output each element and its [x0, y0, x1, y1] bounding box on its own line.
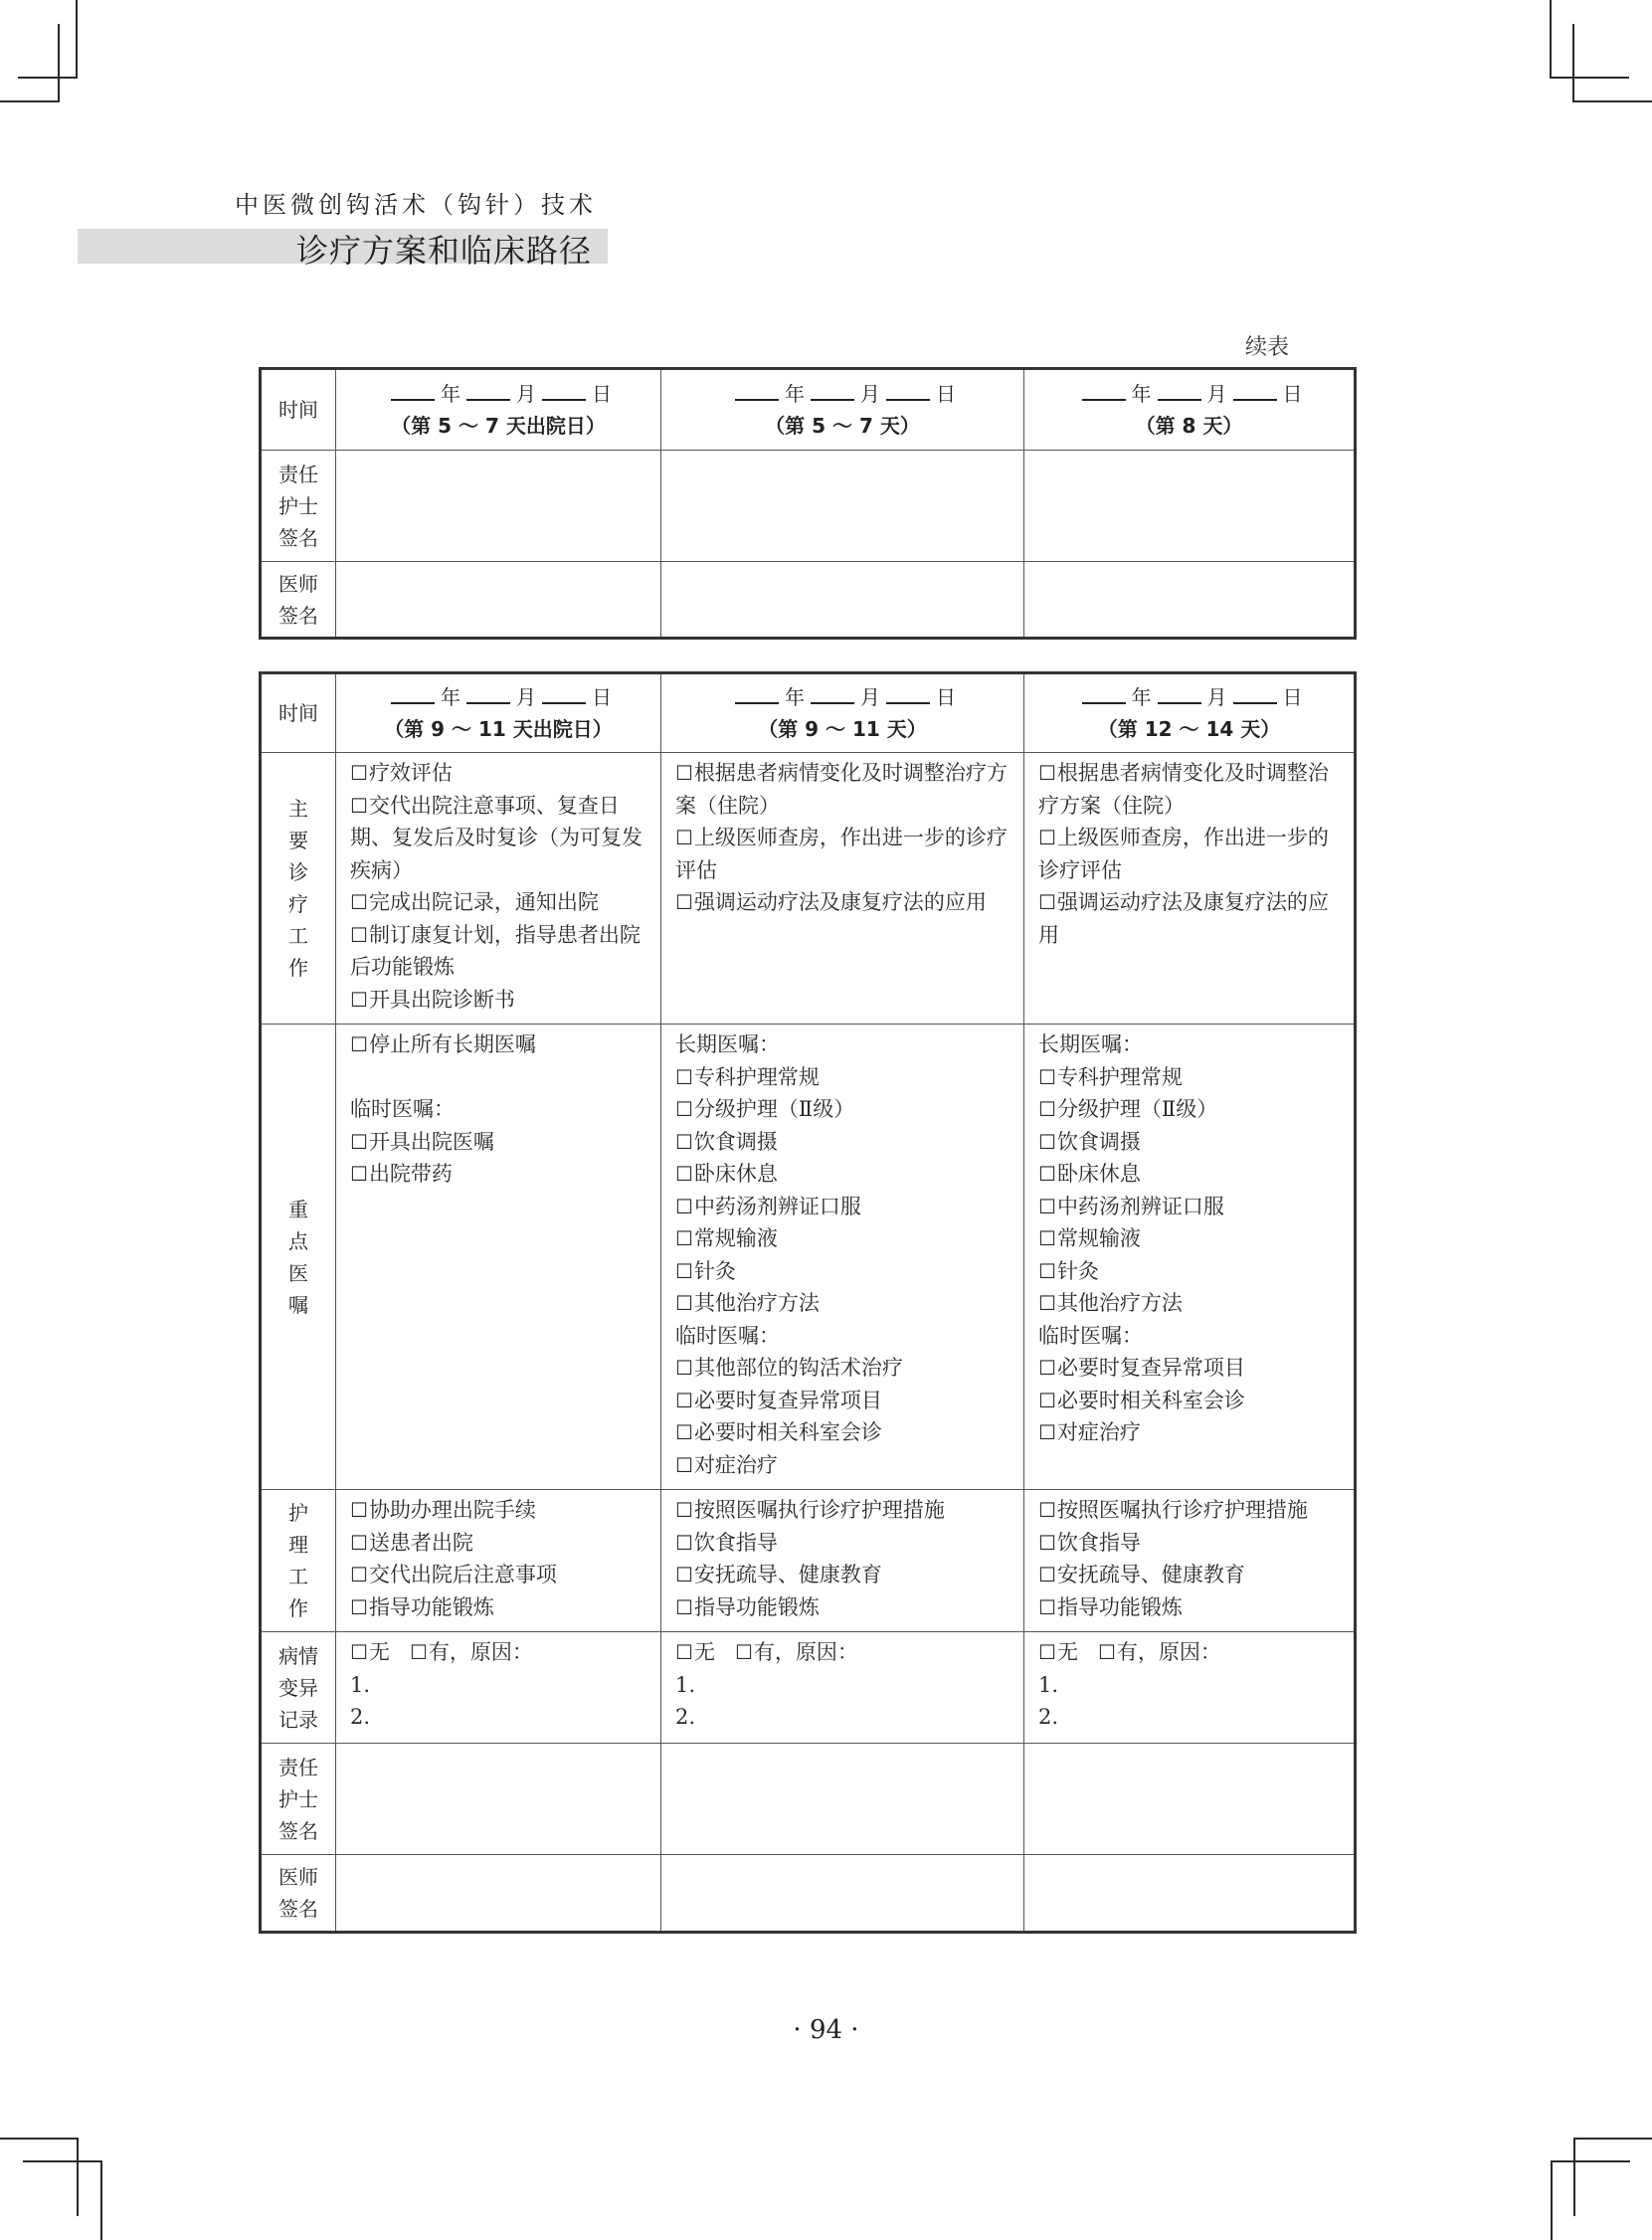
- checkbox-icon[interactable]: [675, 1498, 694, 1522]
- checklist-item[interactable]: ☐ 根据患者病情变化及时调整治疗方案（住院）: [1038, 757, 1342, 822]
- checklist-item[interactable]: ☐ 指导功能锻炼: [1038, 1591, 1342, 1624]
- checklist-item[interactable]: ☐ 指导功能锻炼: [350, 1591, 648, 1624]
- row-label-key-orders: 重 点 医 嘱: [261, 1025, 336, 1490]
- checkbox-none[interactable]: [1038, 1640, 1057, 1664]
- checkbox-none[interactable]: [675, 1640, 694, 1664]
- day-range-label: （第 12 ～ 14 天）: [1097, 717, 1281, 741]
- variation-line[interactable]: 2.: [1038, 1705, 1059, 1729]
- checkbox-has[interactable]: [735, 1640, 754, 1664]
- checklist-item[interactable]: ☐ 针灸: [675, 1255, 1011, 1288]
- doctor-sign-row: [261, 562, 1356, 639]
- checklist-item[interactable]: ☐ 强调运动疗法及康复疗法的应用: [675, 886, 1011, 919]
- checkbox-icon[interactable]: [675, 761, 694, 785]
- checklist-item[interactable]: ☐ 中药汤剂辨证口服: [1038, 1191, 1342, 1223]
- checkbox-icon[interactable]: [1038, 1162, 1057, 1186]
- checklist-item[interactable]: ☐ 必要时相关科室会诊: [675, 1416, 1011, 1449]
- nurse-sign-row: [261, 451, 1356, 562]
- checklist-item[interactable]: ☐ 卧床休息: [1038, 1158, 1342, 1191]
- checkbox-icon[interactable]: [675, 1226, 694, 1250]
- section-label: 长期医嘱：: [1038, 1032, 1143, 1056]
- date-header: [1024, 673, 1356, 753]
- key-orders-row: [261, 1025, 1356, 1490]
- checkbox-icon[interactable]: [675, 1389, 694, 1412]
- checklist-item[interactable]: ☐ 上级医师查房，作出进一步的诊疗评估: [675, 822, 1011, 886]
- checklist-item[interactable]: ☐ 送患者出院: [350, 1527, 648, 1560]
- checkbox-icon[interactable]: [675, 1356, 694, 1380]
- variation-cell: ☐ 无 ☐ 有，原因： 1. 2.: [661, 1632, 1024, 1744]
- checklist-item[interactable]: ☐ 疗效评估: [350, 757, 648, 790]
- checklist-item[interactable]: ☐ 开具出院医嘱: [350, 1126, 648, 1159]
- checkbox-icon[interactable]: [350, 988, 369, 1012]
- date-fill-line[interactable]: 年 月 日: [336, 378, 660, 410]
- checklist-item[interactable]: ☐ 其他治疗方法: [1038, 1287, 1342, 1320]
- checklist-item[interactable]: ☐ 必要时相关科室会诊: [1038, 1385, 1342, 1417]
- row-label-doctor-sign: 医师 签名: [261, 562, 336, 639]
- checklist-item[interactable]: ☐ 饮食调摄: [675, 1126, 1011, 1159]
- nurse-signature-cell[interactable]: [1024, 1744, 1356, 1855]
- checkbox-icon[interactable]: [1038, 1291, 1057, 1315]
- checkbox-icon[interactable]: [1038, 1420, 1057, 1444]
- checkbox-icon[interactable]: [1038, 1130, 1057, 1154]
- doctor-signature-cell[interactable]: [1024, 1855, 1356, 1933]
- day-range-label: （第 8 天）: [1135, 414, 1243, 438]
- checkbox-icon[interactable]: [350, 1162, 369, 1186]
- orders-cell: [336, 1025, 661, 1490]
- doctor-signature-cell[interactable]: [1024, 562, 1356, 639]
- date-header: [336, 673, 661, 753]
- variation-cell: ☐ 无 ☐ 有，原因： 1. 2.: [1024, 1632, 1356, 1744]
- pathway-table-days-5-8: [259, 367, 1357, 640]
- checklist-item[interactable]: ☐ 协助办理出院手续: [350, 1494, 648, 1527]
- date-fill-line[interactable]: 年 月 日: [336, 681, 660, 713]
- date-header: [661, 369, 1024, 451]
- checklist-item[interactable]: ☐ 上级医师查房，作出进一步的诊疗评估: [1038, 822, 1342, 886]
- checkbox-icon[interactable]: [675, 1097, 694, 1121]
- checkbox-icon[interactable]: [350, 1531, 369, 1555]
- row-label-nurse-sign: 责任 护士 签名: [261, 451, 336, 562]
- checkbox-icon[interactable]: [675, 1531, 694, 1555]
- checkbox-none[interactable]: [350, 1640, 369, 1664]
- checkbox-icon[interactable]: [350, 794, 369, 818]
- checklist-item[interactable]: ☐ 专科护理常规: [1038, 1061, 1342, 1094]
- section-label: 临时医嘱：: [1038, 1323, 1143, 1348]
- continued-label: 续表: [1245, 335, 1290, 360]
- checkbox-icon[interactable]: [675, 1563, 694, 1587]
- checkbox-icon[interactable]: [350, 890, 369, 914]
- checklist-item[interactable]: ☐ 卧床休息: [675, 1158, 1011, 1191]
- checkbox-has[interactable]: [1098, 1640, 1117, 1664]
- checkbox-icon[interactable]: [350, 1130, 369, 1154]
- checkbox-icon[interactable]: [675, 1595, 694, 1619]
- checkbox-icon[interactable]: [675, 890, 694, 914]
- checkbox-icon[interactable]: [350, 923, 369, 947]
- nurse-signature-cell[interactable]: [336, 1744, 661, 1855]
- checkbox-icon[interactable]: [1038, 1389, 1057, 1412]
- variation-line[interactable]: 1.: [1038, 1672, 1059, 1697]
- checklist-item[interactable]: ☐ 按照医嘱执行诊疗护理措施: [1038, 1494, 1342, 1527]
- main-work-cell: [1024, 753, 1356, 1025]
- checklist-item[interactable]: ☐ 分级护理（Ⅱ级）: [1038, 1093, 1342, 1126]
- checklist-item[interactable]: ☐ 针灸: [1038, 1255, 1342, 1288]
- day-range-label: （第 9 ～ 11 天）: [758, 717, 927, 741]
- doctor-sign-row: [261, 1855, 1356, 1933]
- checkbox-icon[interactable]: [1038, 761, 1057, 785]
- main-work-cell: [336, 753, 661, 1025]
- checkbox-icon[interactable]: [675, 1291, 694, 1315]
- nurse-signature-cell[interactable]: [661, 1744, 1024, 1855]
- checkbox-has[interactable]: [410, 1640, 429, 1664]
- checklist-item[interactable]: ☐ 停止所有长期医嘱: [350, 1028, 648, 1061]
- variation-line[interactable]: 2.: [350, 1705, 371, 1729]
- checkbox-icon[interactable]: [1038, 1531, 1057, 1555]
- doctor-signature-cell[interactable]: [336, 562, 661, 639]
- nurse-signature-cell[interactable]: [336, 451, 661, 562]
- checklist-item[interactable]: ☐ 中药汤剂辨证口服: [675, 1191, 1011, 1223]
- date-fill-line[interactable]: 年 月 日: [1024, 378, 1354, 410]
- checklist-item[interactable]: ☐ 强调运动疗法及康复疗法的应用: [1038, 886, 1342, 951]
- date-header: [336, 369, 661, 451]
- checklist-item[interactable]: ☐ 对症治疗: [675, 1449, 1011, 1482]
- row-label-main-work: 主 要 诊 疗 工 作: [261, 753, 336, 1025]
- checkbox-icon[interactable]: [1038, 890, 1057, 914]
- date-fill-line[interactable]: 年 月 日: [661, 681, 1023, 713]
- checklist-item[interactable]: ☐ 开具出院诊断书: [350, 984, 648, 1017]
- variation-line[interactable]: 1.: [675, 1672, 696, 1697]
- row-label-nursing-work: 护 理 工 作: [261, 1490, 336, 1632]
- checklist-item[interactable]: ☐ 饮食指导: [675, 1527, 1011, 1560]
- checklist-item[interactable]: ☐ 专科护理常规: [675, 1061, 1011, 1094]
- day-range-label: （第 9 ～ 11 天出院日）: [384, 717, 613, 741]
- checkbox-icon[interactable]: [675, 826, 694, 849]
- checkbox-icon[interactable]: [350, 1563, 369, 1587]
- checklist-item[interactable]: ☐ 指导功能锻炼: [675, 1591, 1011, 1624]
- date-fill-line[interactable]: 年 月 日: [1024, 681, 1354, 713]
- time-row: [261, 673, 1356, 753]
- checkbox-icon[interactable]: [1038, 1563, 1057, 1587]
- checklist-item[interactable]: ☐ 安抚疏导、健康教育: [675, 1559, 1011, 1591]
- nurse-signature-cell[interactable]: [1024, 451, 1356, 562]
- section-label: 长期医嘱：: [675, 1032, 780, 1056]
- checklist-item[interactable]: ☐ 分级护理（Ⅱ级）: [675, 1093, 1011, 1126]
- checklist-item[interactable]: ☐ 饮食调摄: [1038, 1126, 1342, 1159]
- checklist-item[interactable]: ☐ 必要时复查异常项目: [1038, 1352, 1342, 1385]
- checkbox-icon[interactable]: [675, 1420, 694, 1444]
- checkbox-icon[interactable]: [350, 761, 369, 785]
- pathway-table-days-9-14: [259, 671, 1357, 1934]
- nurse-sign-row: [261, 1744, 1356, 1855]
- variation-cell: ☐ 无 ☐ 有，原因： 1. 2.: [336, 1632, 661, 1744]
- spacer: [350, 1061, 648, 1094]
- checkbox-icon[interactable]: [1038, 826, 1057, 849]
- checklist-item[interactable]: ☐ 完成出院记录，通知出院: [350, 886, 648, 919]
- checklist-item[interactable]: ☐ 必要时复查异常项目: [675, 1385, 1011, 1417]
- checkbox-icon[interactable]: [1038, 1356, 1057, 1380]
- variation-line[interactable]: 2.: [675, 1705, 696, 1729]
- checkbox-icon[interactable]: [675, 1130, 694, 1154]
- row-label-time: 时间: [261, 369, 336, 451]
- doctor-signature-cell[interactable]: [661, 1855, 1024, 1933]
- checkbox-icon[interactable]: [1038, 1097, 1057, 1121]
- checklist-item[interactable]: ☐ 其他治疗方法: [675, 1287, 1011, 1320]
- checkbox-icon[interactable]: [675, 1065, 694, 1089]
- orders-cell: [661, 1025, 1024, 1490]
- row-label-time: 时间: [261, 673, 336, 753]
- checkbox-icon[interactable]: [1038, 1498, 1057, 1522]
- main-diagnosis-work-row: [261, 753, 1356, 1025]
- checkbox-icon[interactable]: [1038, 1195, 1057, 1218]
- checklist-item[interactable]: ☐ 常规输液: [675, 1222, 1011, 1255]
- row-label-variation: 病情 变异 记录: [261, 1632, 336, 1744]
- checklist-item[interactable]: ☐ 交代出院注意事项、复查日期、复发后及时复诊（为可复发疾病）: [350, 790, 648, 887]
- page-number: · 94 ·: [793, 2015, 859, 2045]
- checklist-item[interactable]: ☐ 交代出院后注意事项: [350, 1559, 648, 1591]
- checklist-item[interactable]: ☐ 常规输液: [1038, 1222, 1342, 1255]
- checkbox-icon[interactable]: [675, 1453, 694, 1477]
- checkbox-icon[interactable]: [1038, 1226, 1057, 1250]
- checklist-item[interactable]: ☐ 安抚疏导、健康教育: [1038, 1559, 1342, 1591]
- time-row: [261, 369, 1356, 451]
- row-label-nurse-sign: 责任 护士 签名: [261, 1744, 336, 1855]
- checklist-item[interactable]: ☐ 根据患者病情变化及时调整治疗方案（住院）: [675, 757, 1011, 822]
- section-label: 临时医嘱：: [675, 1323, 780, 1348]
- variation-line[interactable]: 1.: [350, 1672, 371, 1697]
- row-label-doctor-sign: 医师 签名: [261, 1855, 336, 1933]
- nurse-signature-cell[interactable]: [661, 451, 1024, 562]
- checkbox-icon[interactable]: [350, 1595, 369, 1619]
- day-range-label: （第 5 ～ 7 天）: [765, 414, 920, 438]
- nursing-work-row: [261, 1490, 1356, 1632]
- date-header: [1024, 369, 1356, 451]
- checklist-item[interactable]: ☐ 制订康复计划，指导患者出院后功能锻炼: [350, 919, 648, 984]
- doctor-signature-cell[interactable]: [661, 562, 1024, 639]
- checkbox-icon[interactable]: [1038, 1259, 1057, 1283]
- doctor-signature-cell[interactable]: [336, 1855, 661, 1933]
- orders-cell: [1024, 1025, 1356, 1490]
- checkbox-icon[interactable]: [675, 1195, 694, 1218]
- checkbox-icon[interactable]: [1038, 1065, 1057, 1089]
- nursing-cell: [661, 1490, 1024, 1632]
- checklist-item[interactable]: ☐ 饮食指导: [1038, 1527, 1342, 1560]
- checkbox-icon[interactable]: [350, 1498, 369, 1522]
- checklist-item[interactable]: ☐ 对症治疗: [1038, 1416, 1342, 1449]
- date-header: [661, 673, 1024, 753]
- checkbox-icon[interactable]: [675, 1259, 694, 1283]
- nursing-cell: [336, 1490, 661, 1632]
- section-label: 临时医嘱：: [350, 1097, 455, 1121]
- checklist-item[interactable]: ☐ 其他部位的钩活术治疗: [675, 1352, 1011, 1385]
- checklist-item[interactable]: ☐ 出院带药: [350, 1158, 648, 1191]
- checkbox-icon[interactable]: [1038, 1595, 1057, 1619]
- day-range-label: （第 5 ～ 7 天出院日）: [391, 414, 606, 438]
- book-title: 中医微创钩活术（钩针）技术: [235, 191, 597, 219]
- main-work-cell: [661, 753, 1024, 1025]
- nursing-cell: [1024, 1490, 1356, 1632]
- checklist-item[interactable]: ☐ 按照医嘱执行诊疗护理措施: [675, 1494, 1011, 1527]
- section-title: 诊疗方案和临床路径: [295, 232, 592, 270]
- variation-record-row: [261, 1632, 1356, 1744]
- checkbox-icon[interactable]: [350, 1032, 369, 1056]
- checkbox-icon[interactable]: [675, 1162, 694, 1186]
- date-fill-line[interactable]: 年 月 日: [661, 378, 1023, 410]
